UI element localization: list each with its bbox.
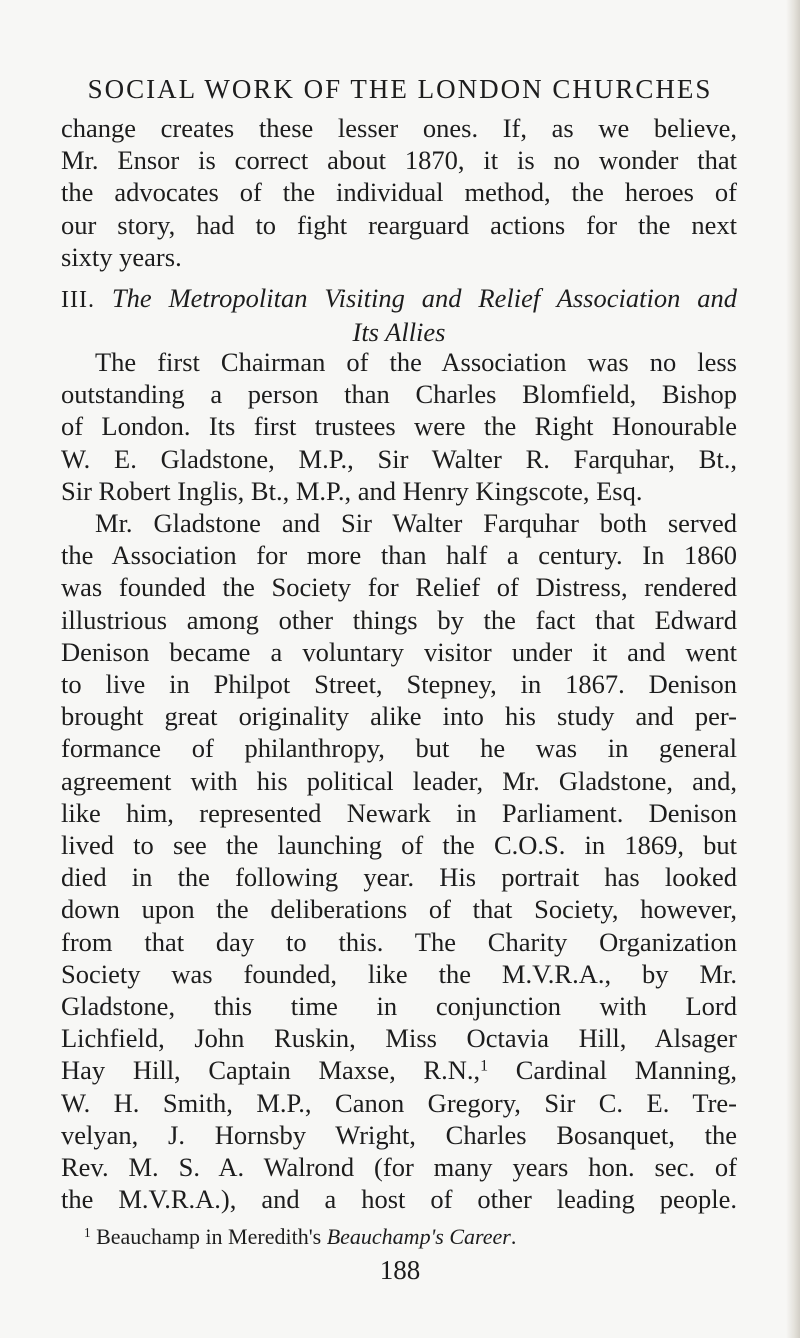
footnote-reference: 1 [480,1057,489,1075]
footnote-text: Beauchamp in Meredith's [90,1224,327,1249]
text-line: Gladstone, this time in conjunction with Lord [61,991,737,1022]
text-line: Society was founded, like the M.V.R.A., by Mr. [61,958,737,989]
text-line: lived to see the launching of the C.O.S. in 1869, but [61,830,737,861]
running-head: SOCIAL WORK OF THE LONDON CHURCHES [87,74,713,104]
footnote-end: . [510,1224,517,1249]
footnote-work-title: Beauchamp's Career [326,1224,511,1249]
text-line: to live in Philpot Street, Stepney, in 1867. Denison [61,669,737,700]
text-line: the M.V.R.A.), and a host of other leading people. [61,1184,737,1215]
text-line: of London. Its first trustees were the Right Honourable [61,411,737,442]
text-line: our story, had to fight rearguard actions for the next [61,209,737,240]
text-line: formance of philanthropy, but he was in general [61,733,737,764]
text-line: the Association for more than half a century. In 1860 [61,540,737,571]
text-line: Rev. M. S. A. Walrond (for many years hon. sec. of [61,1152,737,1183]
section-heading [61,282,737,348]
text-line: W. H. Smith, M.P., Canon Gregory, Sir C. E. Tre- [61,1087,737,1118]
text-line-with-footnote-ref [61,1054,737,1086]
text-line: sixty years. [61,241,182,272]
text-line: the advocates of the individual method, the heroes of [61,177,737,208]
footnote [84,1224,516,1250]
text-line: Mr. Gladstone and Sir Walter Farquhar both served [95,508,737,538]
paragraph-2 [61,346,737,507]
text-line: change creates these lesser ones. If, as we believe, [61,113,737,143]
text-line: from that day to this. The Charity Organization [61,926,737,957]
text-line: outstanding a person than Charles Blomfield, Bishop [61,379,737,410]
section-heading-line-1 [61,282,737,316]
text-line: illustrious among other things by the fact that Edward [61,604,737,635]
paragraph-3 [61,507,737,1215]
section-number: III. [61,287,95,313]
text-line: like him, represented Newark in Parliament. Denison [61,797,737,828]
text-line: Mr. Ensor is correct about 1870, it is no wonder that [61,145,737,176]
page-edge-shadow [786,0,800,1338]
text-line: Sir Robert Inglis, Bt., M.P., and Henry Kingscote, Esq. [61,475,643,506]
paragraph-1 [61,112,737,273]
section-title: The Metropolitan Visiting and Relief Association and [111,283,737,313]
text-segment: Cardinal Manning, [488,1055,738,1086]
text-line: W. E. Gladstone, M.P., Sir Walter R. Farquhar, Bt., [61,443,737,474]
text-line: The first Chairman of the Association was no less [95,347,737,377]
text-line: was founded the Society for Relief of Distress, rendered [61,572,737,603]
section-title-line-2: Its Allies [352,317,446,348]
footnote-marker: 1 [84,1224,91,1240]
text-line: velyan, J. Hornsby Wright, Charles Bosanquet, the [61,1119,737,1150]
text-line: agreement with his political leader, Mr. Gladstone, and, [61,765,737,796]
text-line: down upon the deliberations of that Society, however, [61,894,737,925]
text-line: died in the following year. His portrait has looked [61,862,737,893]
text-line: Lichfield, John Ruskin, Miss Octavia Hill, Alsager [61,1023,737,1054]
text-segment: Hay Hill, Captain Maxse, R.N., [61,1055,481,1086]
text-line: brought great originality alike into his study and per- [61,701,737,732]
text-line: Denison became a voluntary visitor under it and went [61,636,737,667]
page-number: 188 [379,1255,421,1285]
